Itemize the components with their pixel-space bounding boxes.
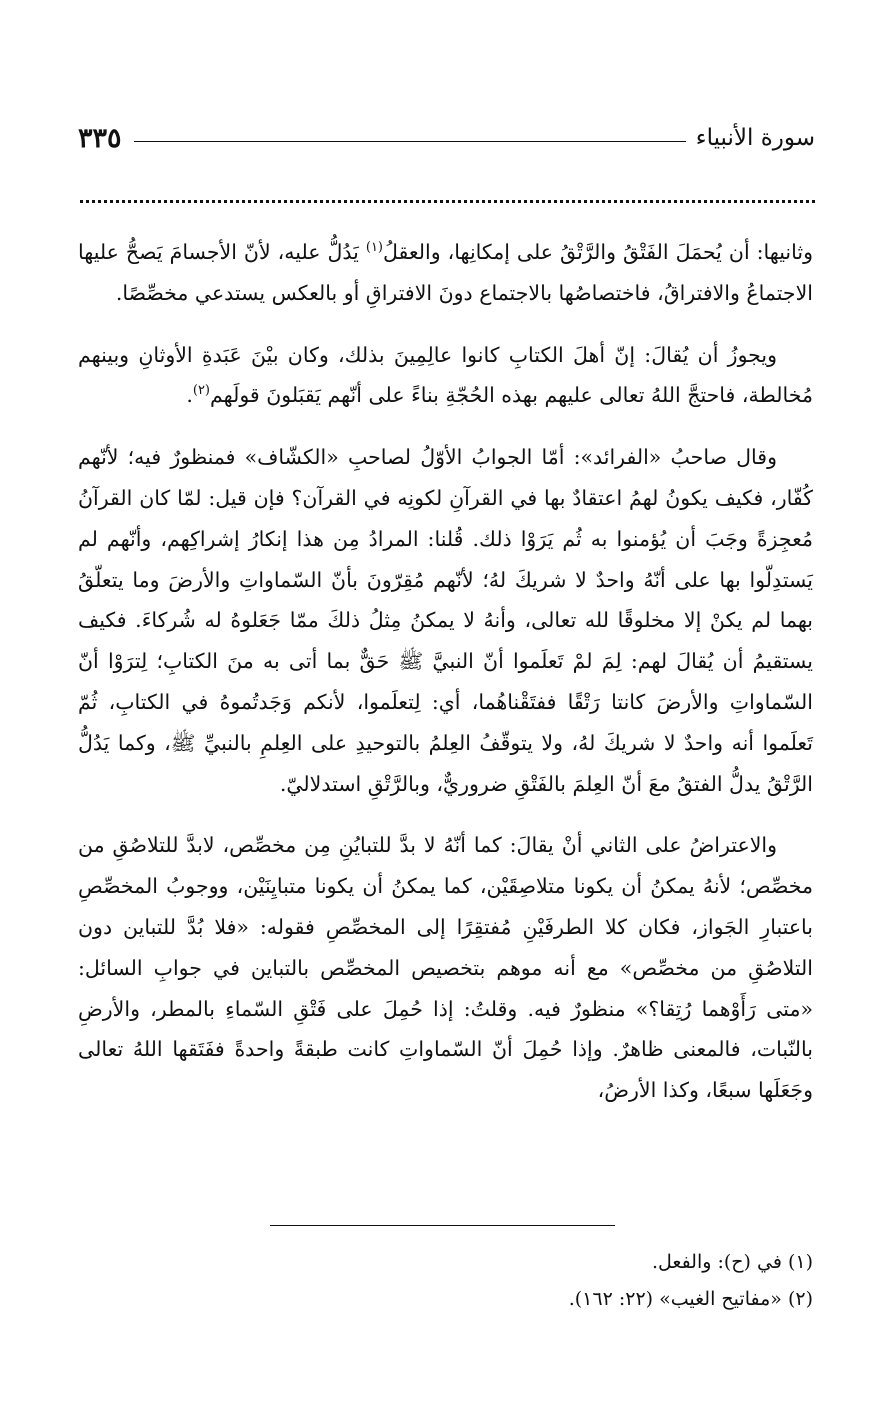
footnote-1: (١) في (ح): والفعل. — [651, 1251, 813, 1273]
page-number: ٣٣٥ — [78, 122, 122, 154]
main-text — [78, 232, 813, 1111]
paragraph: وقال صاحبُ «الفرائد»: أمّا الجوابُ الأوّلُ لصاحبِ «الكشّاف» فمنظورٌ فيه؛ لأنّهم كُفّار، فكيف يكونُ لهمُ اعتقادٌ بها في القرآنِ لكونِه في القرآن؟ فإن قيل: لمّا كان القرآنُ مُعجِزةً وجَبَ أن يُؤمنوا به ثُم يَرَوْا ذلك. قُلنا: المرادُ مِن هذا إنكارُ إشراكِهم، وأنّهم لم يَستدِلّوا بها على أنّهُ واحدٌ لا شريكَ لهُ؛ لأنّهم مُقِرّونَ بأنّ السّماواتِ والأرضَ وما يتعلّقُ بهما لم يكنْ إلا مخلوقًا لله تعالى، وأنهُ لا يمكنُ مِثلُ ذلكَ ممّا جَعَلوهُ له شُركاءَ. فكيف يستقيمُ أن يُقالَ لهم: لِمَ لمْ تَعلَموا أنّ النبيَّ ﷺ حَقٌّ بما أتى به منَ الكتابِ؛ لِترَوْا أنّ السّماواتِ والأرضَ كانتا رَتْقًا ففتَقْناهُما، أي: لِتعلَموا، لأنكم وَجَدتُموهُ في الكتابِ، ثُمّ تَعلَموا أنه واحدٌ لا شريكَ لهُ، ولا يتوقّفُ العِلمُ بالتوحيدِ على العِلمِ بالنبيِّ ﷺ، وكما يَدُلُّ الرَّتْقُ يدلُّ الفتقُ معَ أنّ العِلمَ بالفَتْقِ ضروريٌّ، وبالرَّتْقِ استدلاليّ. — [78, 445, 813, 796]
running-header — [78, 118, 815, 158]
footnote-2: (٢) «مفاتيح الغيب» (٢٢: ١٦٢). — [568, 1288, 813, 1310]
header-rule — [134, 141, 686, 142]
footnotes — [78, 1244, 813, 1318]
footnote-ref: (٢) — [192, 383, 210, 399]
paragraph: والاعتراضُ على الثاني أنْ يقالَ: كما أنّهُ لا بدَّ للتبايُنِ مِن مخصِّص، لابدَّ للتلاصُقِ من مخصِّص؛ لأنهُ يمكنُ أن يكونا متلاصِقَيْن، كما يمكنُ أن يكونا متبايِنَيْن، ووجوبُ المخصِّصِ باعتبارِ الجَواز، فكان كلا الطرفَيْنِ مُفتقِرًا إلى المخصِّصِ فقوله: «فلا بُدَّ للتباين دون التلاصُقِ من مخصِّص» مع أنه موهم بتخصيص المخصِّص بالتباين في جوابِ السائل: «متى رَأَوْهما رُتِقا؟» منظورٌ فيه. وقلتُ: إذا حُمِلَ على فَتْقِ السّماءِ بالمطر، والأرضِ بالنّبات، فالمعنى ظاهرٌ. وإذا حُمِلَ أنّ السّماواتِ كانت طبقةً واحدةً ففَتَقها اللهُ تعالى وجَعَلَها سبعًا، وكذا الأرضُ، — [78, 833, 813, 1103]
surah-title: سورة الأنبياء — [695, 125, 815, 151]
dotted-separator — [80, 200, 815, 207]
footnote-rule — [270, 1225, 615, 1226]
paragraph: وثانيها: أن يُحمَلَ الفَتْقُ والرَّتْقُ على إمكانِها، والعقلُ$^{(١)}$ يَدُلُّ عليه، لأنّ الأجسامَ يَصحُّ عليها الاجتماعُ والافتراقُ، فاختصاصُها بالاجتماع دونَ الافتراقِ أو بالعكس يستدعي مخصِّصًا. — [78, 240, 813, 305]
footnote-ref: (١) — [365, 240, 383, 256]
paragraph: ويجوزُ أن يُقالَ: إنّ أهلَ الكتابِ كانوا عالِمِينَ بذلك، وكان بيْنَ عَبَدةِ الأوثانِ وبينهم مُخالطة، فاحتجَّ اللهُ تعالى عليهم بهذه الحُجّةِ بناءً على أنّهم يَقبَلونَ قولَهم$^{(٢)}$. — [78, 342, 813, 408]
